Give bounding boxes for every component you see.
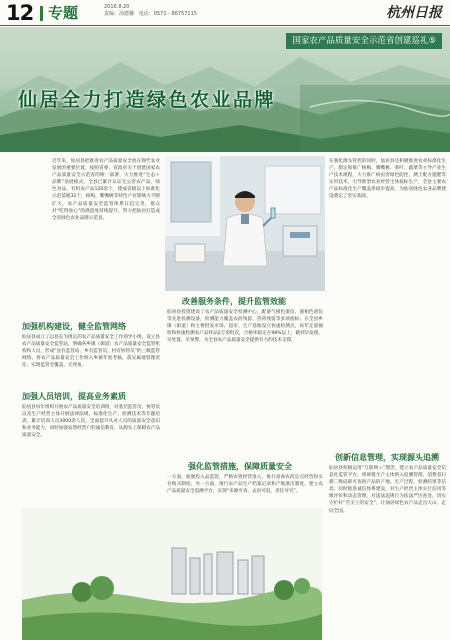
issue-date: 2016.8.20 (104, 4, 130, 10)
paragraph-training: 仙居县每年组织开展农产品质量安全培训班，对基层监管员、协管员以及生产经营主体开展法律法规、标准化生产、检测技术等专题培训，累计培训人员3000余人次，全面提升从业人员的质量安全意识和业务能力，同时加强农资经营户的诚信教育，从源头上保障农产品质量安全。 (22, 405, 160, 439)
paragraph-supervision: 一方面，加强投入品监管，严格农资经营准入，推行高毒农药定点经营和实名购买制度；另一方面，推行农产品生产档案记录和产地准出制度，建立农产品质量安全追溯平台，实现“来源可查、去向可追、责任可究”。 (167, 475, 323, 494)
section-divider (40, 6, 43, 21)
section-title: 专题 (48, 4, 79, 22)
subheading-traceability: 创新信息管理，实现源头追溯 (335, 453, 439, 462)
newspaper-logo: 杭州日报 (386, 5, 442, 21)
issue-editor: 责编：汤德馨 (104, 11, 135, 17)
intro-paragraph: 近年来，仙居县把推进农产品质量安全放在现代农业发展的重要位置，按照省委、省政府关于创建国家农产品质量安全示范省的统一部署，大力推进“生态＋品牌”发展模式，全县已累计认证无公害农产品、绿色食品、有机农产品120余个，建成省级以上标准化示范基地31个，杨梅、鹰嘴桃等特色产业影响力不断扩大，农产品质量安全监管体系日趋完善，群众对“吃得放心”的满意度持续提升，努力把仙居打造成全省绿色农业品牌示范县。 (52, 159, 160, 221)
subheading-training: 加强人员培训，提高业务素质 (22, 392, 126, 401)
park-illustration (22, 508, 322, 640)
page-number: 12 (6, 1, 34, 25)
paragraph-service: 仙居县投资建设了农产品质量安全检测中心，配备气相色谱仪、液相色谱仪等先进检测设备，检测能力覆盖农药残留、兽药残留等多项指标；在全县乡镇（街道）和主要批发市场、超市、生产基地设立快速检测点，每年定量抽检和快速检测农产品样品2万余批次，合格率稳定在98%以上，做到早发现、早处置、早预警，为全县农产品质量安全提供有力的技术支撑。 (167, 310, 323, 344)
paragraph-institutions: 仙居县成立了以县长为组长的农产品质量安全工作领导小组，设立县农产品质量安全监管站，明确各乡镇（街道）农产品质量安全监管机构和人员，形成“县有监管站、乡有监管员、村有协管员”的三级监管网络，将农产品质量安全工作纳入乡镇年度考核，落实属地管理责任，实现监管全覆盖、无死角。 (22, 335, 160, 369)
subheading-institutions: 加强机构建设，健全监管网络 (22, 322, 126, 331)
masthead (0, 0, 450, 26)
series-label: 国家农产品质量安全示范省创建巡礼⑤ (286, 33, 442, 49)
issue-meta (104, 4, 197, 18)
hero-banner (0, 27, 450, 152)
paragraph-standardization: 在强化源头管控的同时，仙居县还积极推进农业标准化生产，制定和推广杨梅、鹰嘴桃、茶叶、蔬菜等主导产业生产技术规程，大力推广病虫害绿色防控、测土配方施肥等实用技术，引导新型农业经营主体按标生产，全县主要农产品标准化生产覆盖率稳步提高，为仙居绿色农业品牌建设奠定了坚实基础。 (329, 159, 446, 200)
issue-phone: 电话：0571－86757115 (138, 11, 197, 17)
subheading-supervision: 强化监管措施，保障质量安全 (188, 462, 292, 471)
page-headline: 仙居全力打造绿色农业品牌 (18, 89, 277, 111)
lab-photo (165, 156, 325, 291)
paragraph-traceability: 仙居县积极运用“互联网＋”理念，建立农产品质量安全信息化监管平台，将规模生产主体纳入追溯管理，消费者扫描二维码即可查询产品的产地、生产过程、检测结果等信息；同时推进诚信体系建设，对生产经营主体实行信用等级评价和动态管理，对违法违规行为依法严厉查处，切实守护好“舌尖上的安全”，让仙居绿色农产品走出大山、走向全国。 (329, 466, 446, 514)
subheading-service: 改善服务条件，提升监管效能 (182, 297, 286, 306)
